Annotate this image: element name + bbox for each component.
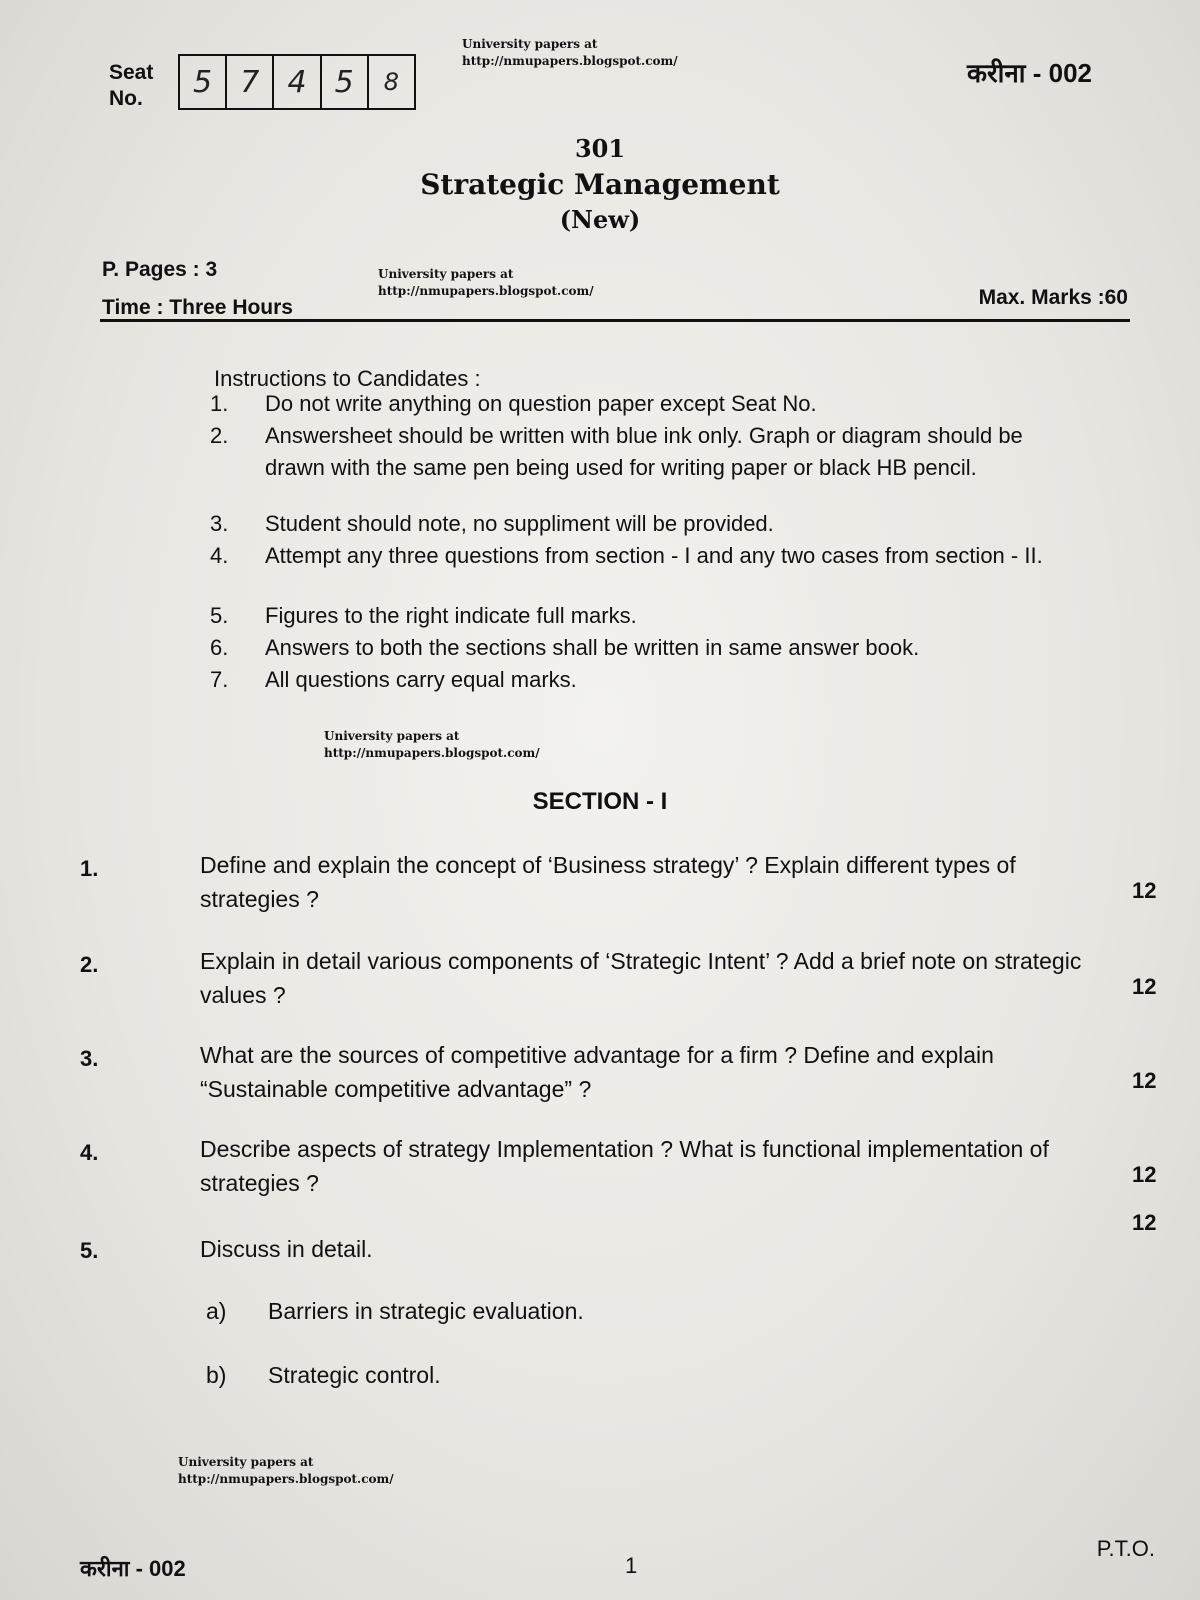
page-number: 1	[625, 1553, 638, 1578]
question-marks: 12	[1132, 1210, 1157, 1235]
seat-digit: 5	[180, 56, 227, 108]
watermark-middle	[324, 728, 540, 762]
question-text: What are the sources of competitive advantage for a firm ? Define and explain “Sustainable competitive advantage” ?	[200, 1042, 994, 1102]
subpart-item	[206, 1298, 584, 1325]
instruction-text: Do not write anything on question paper except Seat No.	[265, 391, 817, 416]
instruction-text: Student should note, no suppliment will be provided.	[265, 511, 774, 536]
question-number: 4.	[80, 1140, 99, 1165]
section-title: SECTION - I	[532, 788, 668, 815]
watermark-url: http://nmupapers.blogspot.com/	[462, 54, 678, 68]
question-number: 5.	[80, 1238, 99, 1263]
watermark-bottom	[178, 1454, 394, 1488]
instruction-text: Answersheet should be written with blue ink only. Graph or diagram should be drawn with the same pen being used for writing paper or black HB pencil.	[265, 423, 1023, 480]
instruction-number: 1.	[210, 391, 229, 416]
watermark-top	[462, 36, 678, 70]
instruction-text: All questions carry equal marks.	[265, 667, 577, 692]
instruction-item	[210, 540, 1085, 572]
seat-digit: 8	[383, 68, 400, 96]
seat-digit: 5	[322, 56, 369, 108]
header-divider	[100, 319, 1130, 322]
question-marks: 12	[1132, 1162, 1157, 1187]
question-text: Explain in detail various components of ‘Strategic Intent’ ? Add a brief note on strategic values ?	[200, 948, 1082, 1008]
instruction-item	[210, 420, 1085, 484]
instruction-number: 6.	[210, 635, 229, 660]
question-number: 3.	[80, 1046, 99, 1071]
instruction-number: 2.	[210, 423, 229, 448]
watermark-line: University papers at	[324, 729, 460, 743]
instructions-heading: Instructions to Candidates :	[214, 366, 481, 391]
question-marks: 12	[1132, 974, 1157, 999]
subpart-item	[206, 1362, 441, 1389]
subpart-text: Strategic control.	[268, 1362, 441, 1388]
instruction-item	[210, 664, 1085, 696]
question-text: Discuss in detail.	[200, 1236, 373, 1262]
paper-subtitle: (New)	[559, 205, 641, 234]
seat-number-box	[178, 54, 416, 110]
instruction-number: 7.	[210, 667, 229, 692]
subject-code: 301	[574, 134, 626, 163]
page-count: P. Pages : 3	[102, 258, 218, 281]
question-text: Define and explain the concept of ‘Business strategy’ ? Explain different types of strategies ?	[200, 852, 1016, 912]
question-marks: 12	[1132, 1068, 1157, 1093]
paper-title: Strategic Management	[420, 168, 780, 201]
instruction-text: Attempt any three questions from section - I and any two cases from section - II.	[265, 543, 1043, 568]
instruction-number: 3.	[210, 511, 229, 536]
watermark-header	[378, 266, 594, 300]
question-marks: 12	[1132, 878, 1157, 903]
watermark-line: University papers at	[378, 267, 514, 281]
paper-code-top: करीना - 002	[967, 58, 1092, 88]
watermark-url: http://nmupapers.blogspot.com/	[178, 1472, 394, 1486]
seat-label-line1: Seat	[109, 61, 154, 84]
watermark-url: http://nmupapers.blogspot.com/	[324, 746, 540, 760]
max-marks: Max. Marks :60	[978, 286, 1128, 309]
instruction-item	[210, 600, 1085, 632]
subpart-text: Barriers in strategic evaluation.	[268, 1298, 584, 1324]
instruction-text: Answers to both the sections shall be written in same answer book.	[265, 635, 920, 660]
footer-paper-code: करीना - 002	[80, 1556, 186, 1581]
pto-label: P.T.O.	[1096, 1536, 1155, 1561]
watermark-line: University papers at	[178, 1455, 314, 1469]
seat-digit: 7	[227, 56, 274, 108]
seat-label-line2: No.	[109, 87, 143, 110]
instruction-number: 4.	[210, 543, 229, 568]
question-number: 2.	[80, 952, 99, 977]
instruction-item	[210, 632, 1085, 664]
exam-time: Time : Three Hours	[102, 296, 293, 319]
question-text: Describe aspects of strategy Implementation ? What is functional implementation of strategies ?	[200, 1136, 1049, 1196]
instruction-text: Figures to the right indicate full marks.	[265, 603, 637, 628]
watermark-url: http://nmupapers.blogspot.com/	[378, 284, 594, 298]
seat-digit: 4	[274, 56, 321, 108]
seat-label	[109, 60, 153, 112]
subpart-label: a)	[206, 1298, 227, 1324]
subpart-label: b)	[206, 1362, 227, 1388]
watermark-line: University papers at	[462, 37, 598, 51]
instruction-number: 5.	[210, 603, 229, 628]
instruction-item	[210, 508, 1085, 540]
question-number: 1.	[80, 856, 99, 881]
instruction-item	[210, 388, 1085, 420]
